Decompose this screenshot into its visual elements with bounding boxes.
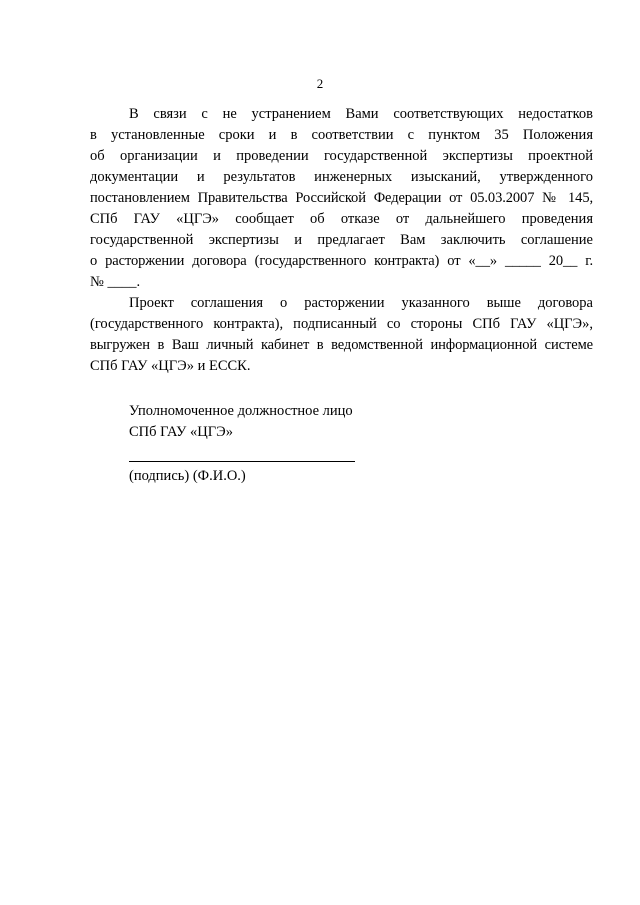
paragraph-line: (государственного контракта), подписанный со стороны СПб ГАУ «ЦГЭ», bbox=[90, 316, 593, 332]
paragraph-line: документации и результатов инженерных изысканий, утвержденного bbox=[90, 169, 593, 185]
paragraph-line: В связи с не устранением Вами соответствующих недостатков bbox=[129, 106, 593, 122]
signature-line bbox=[129, 461, 355, 462]
paragraph-line: в установленные сроки и в соответствии с пунктом 35 Положения bbox=[90, 127, 593, 143]
signatory-title: Уполномоченное должностное лицо bbox=[129, 403, 353, 419]
signatory-organization: СПб ГАУ «ЦГЭ» bbox=[129, 424, 233, 440]
paragraph-line: постановлением Правительства Российской Федерации от 05.03.2007 № 145, bbox=[90, 190, 593, 206]
paragraph-line: о расторжении договора (государственного контракта) от «__» _____ 20__ г. bbox=[90, 253, 593, 269]
paragraph-line: выгружен в Ваш личный кабинет в ведомственной информационной системе bbox=[90, 337, 593, 353]
paragraph-line: № ____. bbox=[90, 274, 141, 290]
signature-block bbox=[129, 401, 429, 443]
document-body bbox=[90, 104, 593, 377]
paragraph-line: государственной экспертизы и предлагает Вам заключить соглашение bbox=[90, 232, 593, 248]
signature-caption: (подпись) (Ф.И.О.) bbox=[129, 468, 246, 484]
page-number: 2 bbox=[316, 76, 324, 91]
paragraph-line: об организации и проведении государственной экспертизы проектной bbox=[90, 148, 593, 164]
paragraph-line: СПб ГАУ «ЦГЭ» сообщает об отказе от дальнейшего проведения bbox=[90, 211, 593, 227]
paragraph-agreement-upload bbox=[90, 293, 593, 377]
paragraph-line: СПб ГАУ «ЦГЭ» и ЕССК. bbox=[90, 358, 251, 374]
paragraph-line: Проект соглашения о расторжении указанного выше договора bbox=[129, 295, 593, 311]
paragraph-refusal-notice bbox=[90, 104, 593, 293]
